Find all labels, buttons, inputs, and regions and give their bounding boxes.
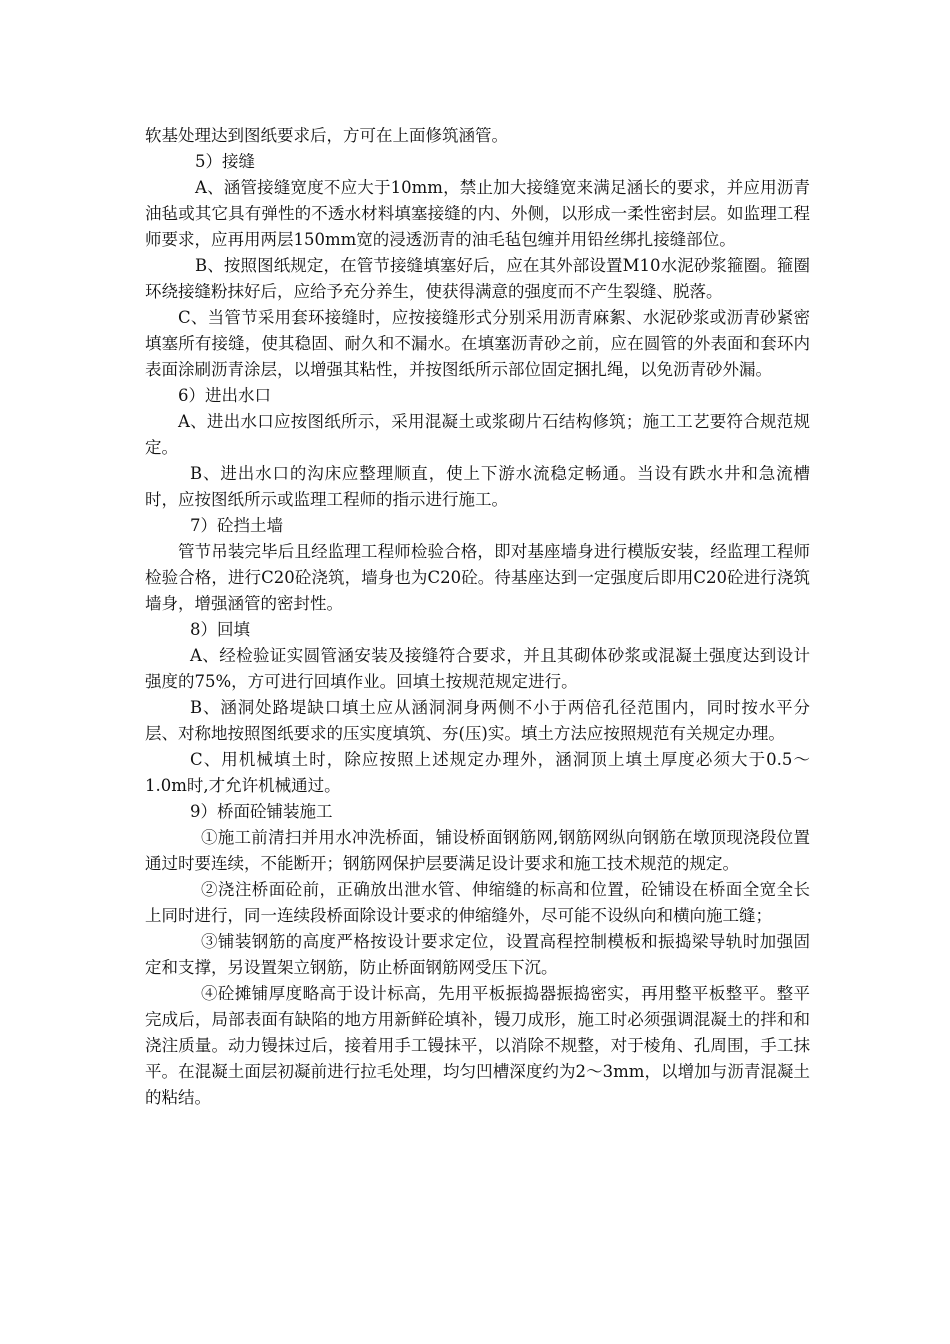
paragraph-deck-3: ③铺装钢筋的高度严格按设计要求定位，设置高程控制模板和振捣梁导轨时加强固定和支撑，另设置架立钢筋，防止桥面钢筋网受压下沉。 [145,932,810,977]
heading-joint: 5）接缝 [195,152,255,171]
paragraph-inlet-b: B、进出水口的沟床应整理顺直，使上下游水流稳定畅通。当设有跌水井和急流槽时，应按图纸所示或监理工程师的指示进行施工。 [145,464,810,509]
paragraph-deck-4: ④砼摊铺厚度略高于设计标高，先用平板振捣器振捣密实，再用整平板整平。整平完成后，局部表面有缺陷的地方用新鲜砼填补，镘刀成形，施工时必须强调混凝土的拌和和浇注质量。动力镘抹过后，接着用手工镘抹平，以消除不规整，对于棱角、孔周围，手工抹平。在混凝土面层初凝前进行拉毛处理，均匀凹槽深度约为2～3mm，以增加与沥青混凝土的粘结。 [145,984,810,1107]
paragraph-backfill-a: A、经检验证实圆管涵安装及接缝符合要求，并且其砌体砂浆或混凝土强度达到设计强度的75%，方可进行回填作业。回填土按规范规定进行。 [145,646,810,691]
paragraph-backfill-b: B、涵洞处路堤缺口填土应从涵洞洞身两侧不小于两倍孔径范围内，同时按水平分层、对称地按照图纸要求的压实度填筑、夯(压)实。填土方法应按照规范有关规定办理。 [145,698,810,743]
heading-inlet-outlet: 6）进出水口 [178,386,271,405]
heading-retaining-wall: 7）砼挡土墙 [190,516,283,535]
heading-deck-paving: 9）桥面砼铺装施工 [190,802,333,821]
paragraph-inlet-a: A、进出水口应按图纸所示，采用混凝土或浆砌片石结构修筑；施工工艺要符合规范规定。 [145,412,810,457]
heading-backfill: 8）回填 [190,620,250,639]
paragraph-soft-base: 软基处理达到图纸要求后，方可在上面修筑涵管。 [145,126,508,145]
paragraph-deck-1: ①施工前清扫并用水冲洗桥面，铺设桥面钢筋网,钢筋网纵向钢筋在墩顶现浇段位置通过时要连续，不能断开；钢筋网保护层要满足设计要求和施工技术规范的规定。 [145,828,810,873]
paragraph-retaining-wall: 管节吊装完毕后且经监理工程师检验合格，即对基座墙身进行模版安装，经监理工程师检验合格，进行C20砼浇筑，墙身也为C20砼。待基座达到一定强度后即用C20砼进行浇筑墙身，增强涵管的密封性。 [145,542,810,613]
paragraph-joint-a: A、涵管接缝宽度不应大于10mm，禁止加大接缝宽来满足涵长的要求，并应用沥青油毡或其它具有弹性的不透水材料填塞接缝的内、外侧，以形成一柔性密封层。如监理工程师要求，应再用两层150mm宽的浸透沥青的油毛毡包缠并用铅丝绑扎接缝部位。 [145,178,810,249]
paragraph-backfill-c: C、用机械填土时，除应按照上述规定办理外，涵洞顶上填土厚度必须大于0.5～1.0m时,才允许机械通过。 [145,750,810,795]
paragraph-joint-b: B、按照图纸规定，在管节接缝填塞好后，应在其外部设置M10水泥砂浆箍圈。箍圈环绕接缝粉抹好后，应给予充分养生，使获得满意的强度而不产生裂缝、脱落。 [145,256,810,301]
paragraph-deck-2: ②浇注桥面砼前，正确放出泄水管、伸缩缝的标高和位置，砼铺设在桥面全宽全长上同时进行，同一连续段桥面除设计要求的伸缩缝外，尽可能不设纵向和横向施工缝； [145,880,810,925]
paragraph-joint-c: C、当管节采用套环接缝时，应按接缝形式分别采用沥青麻絮、水泥砂浆或沥青砂紧密填塞所有接缝，使其稳固、耐久和不漏水。在填塞沥青砂之前，应在圆管的外表面和套环内表面涂刷沥青涂层，以增强其粘性，并按图纸所示部位固定捆扎绳，以免沥青砂外漏。 [145,308,810,379]
document-body [145,123,810,1111]
